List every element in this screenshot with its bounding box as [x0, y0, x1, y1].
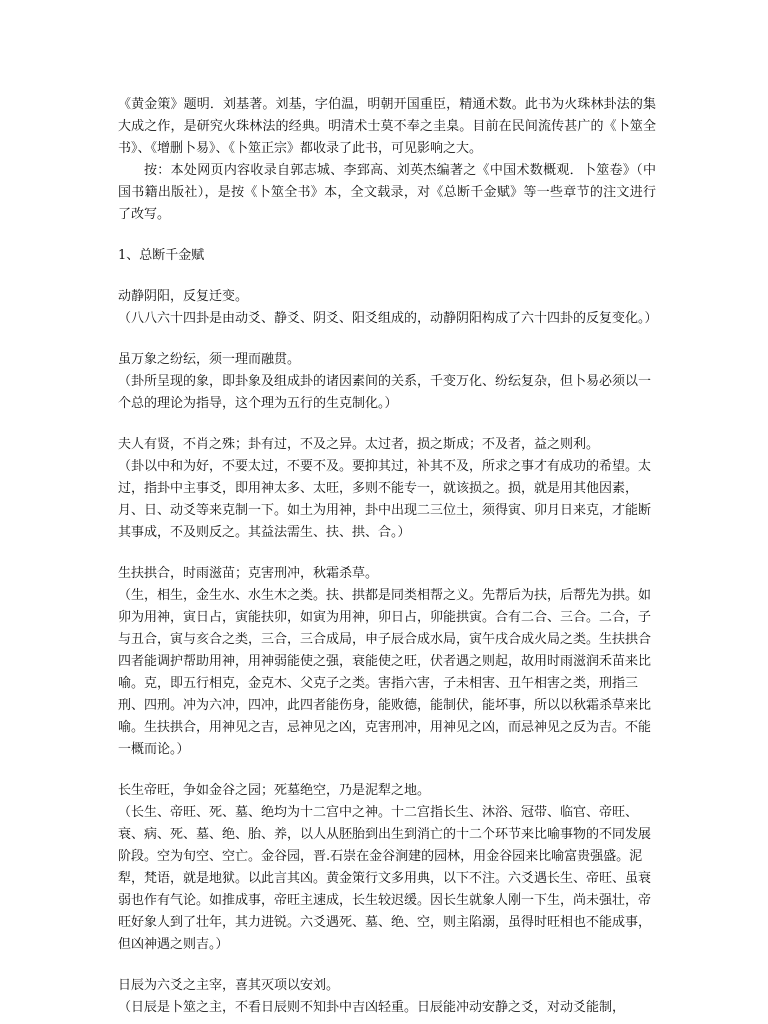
- verse-line: 夫人有贤，不肖之殊；卦有过，不及之异。太过者，损之斯成；不及者，益之则利。: [118, 437, 600, 452]
- commentary: （卦所呈现的象，即卦象及组成卦的诸因素间的关系，千变万化、纷纭复杂，但卜易必须以一个总的理论为指导，这个理为五行的生克制化。）: [118, 374, 652, 411]
- commentary: （八八六十四卦是由动爻、静爻、阴爻、阳爻组成的，动静阴阳构成了六十四卦的反复变化。）: [118, 311, 658, 326]
- verse-block: [118, 780, 656, 956]
- verse-block: [118, 286, 656, 330]
- commentary: （生，相生，金生水、水生木之类。扶、拱都是同类相帮之义。先帮后为扶，后帮先为拱。如卯为用神，寅日占，寅能扶卯，如寅为用神，卯日占，卯能拱寅。合有二合、三合。二合，子与丑合，寅与亥合之类，三合，三合成局，申子辰合成水局，寅午戌合成火局之类。生扶拱合四者能调护帮助用神，用神弱能使之强，衰能使之旺，伏者遇之则起，故用时雨滋润禾苗来比喻。克，即五行相克，金克木、父克子之类。害指六害，子未相害、丑午相害之类，刑指三刑、四刑。冲为六冲，四冲，此四者能伤身，能败德，能制伏，能坏事，所以以秋霜杀草来比喻。生扶拱合，用神见之吉，忌神见之凶，克害刑冲，用神见之凶，而忌神见之反为吉。不能一概而论。）: [118, 588, 652, 757]
- verse-line: 日辰为六爻之主宰，喜其灭项以安刘。: [118, 978, 340, 993]
- verse-block: [118, 975, 656, 1019]
- commentary: （卦以中和为好，不要太过，不要不及。要抑其过，补其不及，所求之事才有成功的希望。太过，指卦中主事爻，即用神太多、太旺，多则不能专一，就该损之。损，就是用其他因素，月、日、动爻等来克制一下。如土为用神，卦中出现二三位土，须得寅、卯月日来克，才能断其事成，不及则反之。其益法需生、扶、拱、合。）: [118, 459, 652, 540]
- verse-line: 生扶拱合，时雨滋苗；克害刑冲，秋霜杀草。: [118, 566, 379, 581]
- verse-line: 长生帝旺，争如金谷之园；死墓绝空，乃是泥犁之地。: [118, 783, 431, 798]
- verse-block: [118, 434, 656, 544]
- section-title: 1、总断千金赋: [118, 248, 205, 263]
- verse-block: [118, 563, 656, 761]
- editor-note-paragraph: 按：本处网页内容收录自郭志城、李郅高、刘英杰编著之《中国术数概观．卜筮卷》（中国书籍出版社），是按《卜筮全书》本，全文载录，对《总断千金赋》等一些章节的注文进行了改写。: [118, 163, 656, 222]
- verse-line: 动静阴阳，反复迁变。: [118, 289, 249, 304]
- verse-line: 虽万象之纷纭，须一理而融贯。: [118, 352, 301, 367]
- commentary: （日辰是卜筮之主，不看日辰则不知卦中吉凶轻重。日辰能冲动安静之爻，对动爻能制，: [118, 1000, 626, 1015]
- verse-block: [118, 349, 656, 415]
- document: [118, 94, 656, 1019]
- intro-paragraph: 《黄金策》题明．刘基著。刘基，字伯温，明朝开国重臣，精通术数。此书为火珠林卦法的集大成之作，是研究火珠林法的经典。明清术士莫不奉之圭臬。目前在民间流传甚广的《卜筮全书》、《增删卜易》、《卜筮正宗》都收录了此书，可见影响之大。: [118, 97, 656, 156]
- commentary: （长生、帝旺、死、墓、绝均为十二宫中之神。十二宫指长生、沐浴、冠带、临官、帝旺、衰、病、死、墓、绝、胎、养，以人从胚胎到出生到消亡的十二个环节来比喻事物的不同发展阶段。空为旬空、空亡。金谷园，晋.石崇在金谷涧建的园林，用金谷园来比喻富贵强盛。泥犁，梵语，就是地狱。以此言其凶。黄金策行文多用典，以下不注。六爻遇长生、帝旺、虽衰弱也作有气论。如推成事，帝旺主速成，长生较迟缓。因长生就象人刚一下生，尚未强壮，帝旺好象人到了壮年，其力进锐。六爻遇死、墓、绝、空，则主陷溺，虽得时旺相也不能成事，但凶神遇之则吉。）: [118, 805, 652, 952]
